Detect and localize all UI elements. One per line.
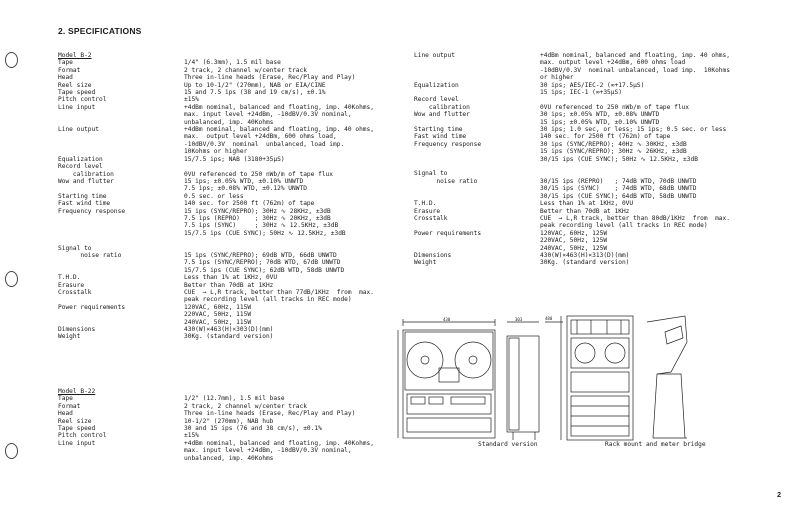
spec-value: -10dBV/0.3V nominal unbalanced, load imp. 10Kohms — [540, 66, 730, 74]
spec-row — [58, 440, 374, 447]
spec-value: peak recording level (all tracks in REC mode) — [540, 222, 708, 230]
spec-label: Frequency response — [414, 140, 482, 148]
spec-label — [58, 319, 184, 326]
svg-text:480: 480 — [545, 316, 553, 321]
spec-label: Reel size — [58, 417, 92, 425]
spec-label — [414, 222, 540, 229]
spec-row — [58, 326, 374, 333]
spec-value: 430(W)×463(H)×303(D)(mm) — [184, 326, 274, 334]
spec-row — [414, 119, 730, 126]
spec-label — [414, 193, 540, 200]
spec-label — [414, 185, 540, 192]
spec-label — [58, 141, 184, 148]
section-title: 2. SPECIFICATIONS — [58, 26, 142, 36]
spec-row — [58, 296, 374, 303]
spec-label: Signal to — [58, 244, 92, 252]
spec-value: 30 and 15 ips (76 and 38 cm/s), ±0.1% — [184, 425, 322, 433]
spec-label: Power requirements — [414, 229, 482, 237]
spec-row — [414, 245, 730, 252]
spec-value: 30/15 ips (REPRO) ; 74dB WTD, 70dB UNWTD — [540, 177, 697, 185]
spec-row — [58, 395, 374, 402]
spec-value: 7.5 ips (SYNC/REPRO); 70dB WTD, 67dB UNWTD — [184, 259, 341, 267]
spec-value: +4dBm nominal, balanced and floating, imp. 40 ohms, — [184, 126, 374, 134]
spec-label — [58, 119, 184, 126]
spec-row — [414, 67, 730, 74]
spec-row — [58, 230, 374, 237]
spec-row — [58, 133, 374, 140]
spec-row — [58, 148, 374, 155]
spec-value: ±15% — [184, 96, 199, 104]
spec-value: 30 ips (SYNC/REPRO); 40Hz ∿ 30KHz, ±3dB — [540, 140, 687, 148]
spec-label: Wow and flutter — [414, 111, 470, 119]
spec-label: Format — [58, 66, 81, 74]
spec-row — [58, 447, 374, 454]
spec-row — [414, 200, 730, 207]
spec-row — [58, 74, 374, 81]
spec-label — [414, 74, 540, 81]
spec-label — [58, 148, 184, 155]
spec-label: Crosstalk — [58, 288, 92, 296]
spec-value: max. output level +24dBm, 600 ohms load, — [184, 133, 337, 141]
spec-label — [58, 311, 184, 318]
spec-row — [58, 126, 374, 133]
spec-label — [58, 185, 184, 192]
spec-row — [58, 171, 374, 178]
spec-row — [414, 222, 730, 229]
spec-value: 15 and 7.5 ips (38 and 19 cm/s), ±0.1% — [184, 89, 326, 97]
spec-row — [414, 237, 730, 244]
spec-label: Crosstalk — [414, 214, 448, 222]
spec-value: 30/15 ips (SYNC) ; 74dB WTD, 68dB UNWTD — [540, 185, 697, 193]
spec-value: 15/7.5 ips (CUE SYNC); 62dB WTD, 58dB UNWTD — [184, 266, 345, 274]
spec-value: peak recording level (all tracks in REC mode) — [184, 296, 352, 304]
spec-value: 30Kg. (standard version) — [540, 259, 630, 267]
spec-label — [58, 111, 184, 118]
spec-row — [58, 259, 374, 266]
spec-value: 30/15 ips (CUE SYNC); 50Hz ∿ 12.5KHz, ±3dB — [540, 155, 698, 163]
spec-row — [414, 230, 730, 237]
spec-label: Line input — [58, 103, 96, 111]
spec-row — [58, 200, 374, 207]
spec-label: Wow and flutter — [58, 177, 114, 185]
spec-row — [58, 245, 374, 252]
spec-row — [58, 311, 374, 318]
spec-value: CUE → L,R track, better than 80dB/1KHz from max. — [540, 214, 730, 222]
spec-label: Record level — [58, 163, 103, 171]
spec-value: 15 ips (SYNC/REPRO); 30Hz ∿ 26KHz, ±3dB — [540, 148, 687, 156]
spec-label — [58, 230, 184, 237]
spec-label: Frequency response — [58, 207, 126, 215]
spec-row — [414, 89, 730, 96]
spec-row — [58, 333, 374, 340]
spec-row — [58, 208, 374, 215]
spec-row — [58, 455, 374, 462]
spec-value: unbalanced, imp. 40Kohms — [184, 454, 274, 462]
spec-value: 2 track, 2 channel w/center track — [184, 66, 307, 74]
spec-row — [58, 178, 374, 185]
spec-row — [58, 403, 374, 410]
spec-value: Better than 70dB at 1KHz — [540, 207, 630, 215]
spec-row — [414, 185, 730, 192]
spec-row — [414, 82, 730, 89]
spec-value: 0VU referenced to 250 nWb/m of tape flux — [184, 170, 334, 178]
spec-label — [414, 148, 540, 155]
spec-label: Equalization — [58, 155, 103, 163]
spec-value: 240VAC, 50Hz, 125W — [540, 244, 608, 252]
spec-label: Equalization — [414, 81, 459, 89]
spec-label: Head — [58, 74, 73, 82]
spec-label — [414, 156, 540, 163]
spec-row — [414, 126, 730, 133]
spec-table-b22-continued — [414, 52, 730, 267]
spec-value: 0.5 sec. or less — [184, 192, 244, 200]
spec-label: Line input — [58, 439, 96, 447]
spec-row — [414, 148, 730, 155]
spec-value: 2 track, 2 channel w/center track — [184, 402, 307, 410]
binder-hole-middle — [5, 271, 18, 287]
spec-row — [414, 208, 730, 215]
spec-value: 30 ips; ±0.05% WTD, ±0.08% UNWTD — [540, 111, 660, 119]
spec-label: Format — [58, 402, 81, 410]
spec-row — [414, 193, 730, 200]
page-number: 2 — [777, 492, 781, 499]
spec-label: calibration — [414, 103, 470, 111]
spec-row — [414, 74, 730, 81]
spec-table-b22 — [58, 388, 374, 462]
spec-label: Line output — [414, 52, 455, 59]
spec-row — [58, 111, 374, 118]
spec-label — [414, 67, 540, 74]
spec-label — [58, 296, 184, 303]
spec-row — [414, 133, 730, 140]
spec-value: 15/7.5 ips (CUE SYNC); 50Hz ∿ 12.5KHz, ±3dB — [184, 229, 346, 237]
spec-label — [58, 133, 184, 140]
spec-row — [58, 252, 374, 259]
spec-row — [414, 252, 730, 259]
spec-label: Starting time — [414, 126, 463, 134]
spec-label: Reel size — [58, 81, 92, 89]
spec-label: Erasure — [58, 281, 85, 289]
spec-value: 240VAC, 50Hz, 115W — [184, 318, 252, 326]
spec-value: 430(W)×463(H)×313(D)(mm) — [540, 251, 630, 259]
dimension-drawing — [395, 312, 695, 450]
spec-row — [58, 432, 374, 439]
spec-row — [414, 141, 730, 148]
spec-value: 7.5 ips; ±0.08% WTD, ±0.12% UNWTD — [184, 185, 307, 193]
spec-row — [414, 59, 730, 66]
spec-label: Weight — [58, 333, 81, 341]
spec-value: +4dBm nominal, balanced and floating, imp. 40Kohms, — [184, 103, 374, 111]
spec-label: Fast wind time — [58, 200, 111, 208]
spec-label: Tape — [58, 59, 73, 67]
spec-label: Tape — [58, 395, 73, 403]
spec-row — [414, 52, 730, 59]
spec-label — [414, 59, 540, 66]
spec-row — [58, 289, 374, 296]
spec-label: Pitch control — [58, 432, 107, 440]
spec-label — [414, 245, 540, 252]
spec-label: calibration — [58, 170, 114, 178]
spec-label — [58, 455, 184, 462]
spec-value: 15/7.5 ips; NAB (3180+35μS) — [184, 155, 285, 163]
spec-value: Up to 10-1/2" (270mm), NAB or EIA/CINE — [184, 81, 326, 89]
spec-value: CUE → L,R track, better than 77dB/1KHz from max. — [184, 288, 374, 296]
spec-value: 30 ips; 1.0 sec, or less; 15 ips; 0.5 sec. or less — [540, 126, 727, 134]
spec-rows-b22 — [58, 395, 374, 462]
spec-value: 10-1/2" (270mm), NAB hub — [184, 417, 274, 425]
spec-row — [58, 282, 374, 289]
binder-hole-bottom — [5, 443, 18, 459]
spec-label — [414, 89, 540, 96]
spec-value: 15 ips; IEC-1 (∞+35μS) — [540, 89, 622, 97]
spec-row — [414, 156, 730, 163]
spec-value: 15 ips; ±0.05% WTD, ±0.10% UNWTD — [184, 177, 304, 185]
spec-row — [414, 170, 730, 177]
spec-row — [58, 304, 374, 311]
spec-value: +4dBm nominal, balanced and floating, imp. 40 ohms, — [540, 52, 730, 59]
spec-row — [58, 82, 374, 89]
spec-row — [414, 215, 730, 222]
model-heading-b2: Model B-2 — [58, 52, 92, 59]
spec-row — [414, 104, 730, 111]
caption-rack-mount: Rack mount and meter bridge — [605, 441, 706, 448]
spec-value: 7.5 ips (SYNC) ; 30Hz ∿ 12.5KHz, ±3dB — [184, 222, 339, 230]
spec-label: Power requirements — [58, 303, 126, 311]
spec-label — [58, 259, 184, 266]
spec-value: Less than 1% at 1KHz, 0VU — [540, 200, 634, 208]
spec-value: 15 ips (SYNC/REPRO); 30Hz ∿ 28KHz, ±3dB — [184, 207, 331, 215]
spec-row — [58, 104, 374, 111]
spec-row — [414, 163, 730, 170]
spec-value: max. input level +24dBm, -10dBV/0.3V nominal, — [184, 447, 352, 455]
spec-value: 220VAC, 50Hz, 115W — [184, 311, 252, 319]
spec-row — [58, 163, 374, 170]
spec-value: 120VAC, 60Hz, 125W — [540, 229, 608, 237]
spec-value: Better than 70dB at 1KHz — [184, 281, 274, 289]
spec-row — [58, 237, 374, 244]
spec-label: Record level — [414, 96, 459, 104]
spec-label — [58, 267, 184, 274]
spec-table-b2 — [58, 52, 374, 341]
spec-value: 30Kg. (standard version) — [184, 333, 274, 341]
spec-row — [58, 215, 374, 222]
spec-value: max. input level +24dBm, -10dBV/0.3V nominal, — [184, 111, 352, 119]
svg-text:303: 303 — [515, 317, 523, 322]
spec-label — [414, 163, 540, 170]
spec-value: +4dBm nominal, balanced and floating, imp. 40Kohms, — [184, 439, 374, 447]
spec-label — [414, 237, 540, 244]
spec-label: Line output — [58, 126, 99, 134]
spec-value: 15 ips; ±0.05% WTD, ±0.10% UNWTD — [540, 118, 660, 126]
spec-label: Head — [58, 410, 73, 418]
spec-value: ±15% — [184, 432, 199, 440]
spec-value: 140 sec. for 2500 ft (762m) of tape — [540, 133, 671, 141]
spec-label: Pitch control — [58, 96, 107, 104]
spec-row — [58, 141, 374, 148]
spec-row — [58, 274, 374, 281]
spec-value: or higher — [540, 74, 574, 82]
spec-value: 220VAC, 50Hz, 125W — [540, 237, 608, 245]
spec-value: Three in-line heads (Erase, Rec/Play and Play) — [184, 74, 356, 82]
spec-rows-right — [414, 52, 730, 267]
spec-label: Dimensions — [414, 251, 452, 259]
spec-value: unbalanced, imp. 40Kohms — [184, 118, 274, 126]
spec-label: Tape speed — [58, 89, 96, 97]
spec-value: 0VU referenced to 250 nWb/m of tape flux — [540, 103, 690, 111]
spec-row — [58, 67, 374, 74]
spec-label: Tape speed — [58, 425, 96, 433]
spec-row — [58, 418, 374, 425]
spec-label — [58, 215, 184, 222]
spec-label: Erasure — [414, 207, 441, 215]
spec-rows-b2 — [58, 59, 374, 340]
spec-label: Fast wind time — [414, 133, 467, 141]
spec-row — [58, 222, 374, 229]
spec-value: 30/15 ips (CUE SYNC); 64dB WTD, 58dB UNWTD — [540, 192, 697, 200]
spec-value: -10dBV/0.3V nominal unbalanced, load imp. — [184, 140, 345, 148]
spec-label: Starting time — [58, 192, 107, 200]
spec-label: Signal to — [414, 170, 448, 178]
spec-value: 1/4" (6.3mm), 1.5 mil base — [184, 59, 281, 67]
spec-value: 10Kohms or higher — [184, 148, 248, 156]
spec-value: 120VAC, 60Hz, 115W — [184, 303, 252, 311]
spec-label — [414, 119, 540, 126]
spec-value: 30 ips; AES/IEC-2 (∞+17.5μS) — [540, 81, 645, 89]
spec-label: T.H.D. — [58, 274, 81, 282]
caption-standard-version: Standard version — [478, 441, 538, 448]
spec-row — [58, 96, 374, 103]
spec-row — [58, 59, 374, 66]
spec-label: Weight — [414, 259, 437, 267]
spec-value: 15 ips (SYNC/REPRO); 69dB WTD, 66dB UNWTD — [184, 251, 337, 259]
spec-label — [58, 237, 184, 244]
svg-text:430: 430 — [443, 317, 451, 322]
spec-label: Dimensions — [58, 326, 96, 334]
spec-value: Less than 1% at 1KHz, 0VU — [184, 274, 278, 282]
spec-label: noise ratio — [58, 251, 122, 259]
spec-row — [58, 185, 374, 192]
spec-row — [58, 410, 374, 417]
spec-row — [58, 193, 374, 200]
binder-hole-top — [5, 52, 18, 68]
spec-label: noise ratio — [414, 177, 478, 185]
spec-row — [414, 96, 730, 103]
spec-row — [58, 119, 374, 126]
spec-value: 7.5 ips (REPRO) ; 30Hz ∿ 20KHz, ±3dB — [184, 214, 331, 222]
spec-value: max. output level +24dBm, 600 ohms load — [540, 59, 686, 67]
spec-row — [414, 111, 730, 118]
spec-row — [414, 259, 730, 266]
spec-value: 1/2" (12.7mm), 1.5 mil base — [184, 395, 285, 403]
spec-label — [58, 447, 184, 454]
spec-row — [58, 156, 374, 163]
spec-value: 140 sec. for 2500 ft (762m) of tape — [184, 200, 315, 208]
spec-row — [58, 89, 374, 96]
spec-label — [58, 222, 184, 229]
spec-row — [414, 178, 730, 185]
model-heading-b22: Model B-22 — [58, 388, 96, 395]
spec-value: Three in-line heads (Erase, Rec/Play and Play) — [184, 410, 356, 418]
spec-row — [58, 425, 374, 432]
spec-row — [58, 267, 374, 274]
spec-row — [58, 319, 374, 326]
spec-label: T.H.D. — [414, 200, 437, 208]
